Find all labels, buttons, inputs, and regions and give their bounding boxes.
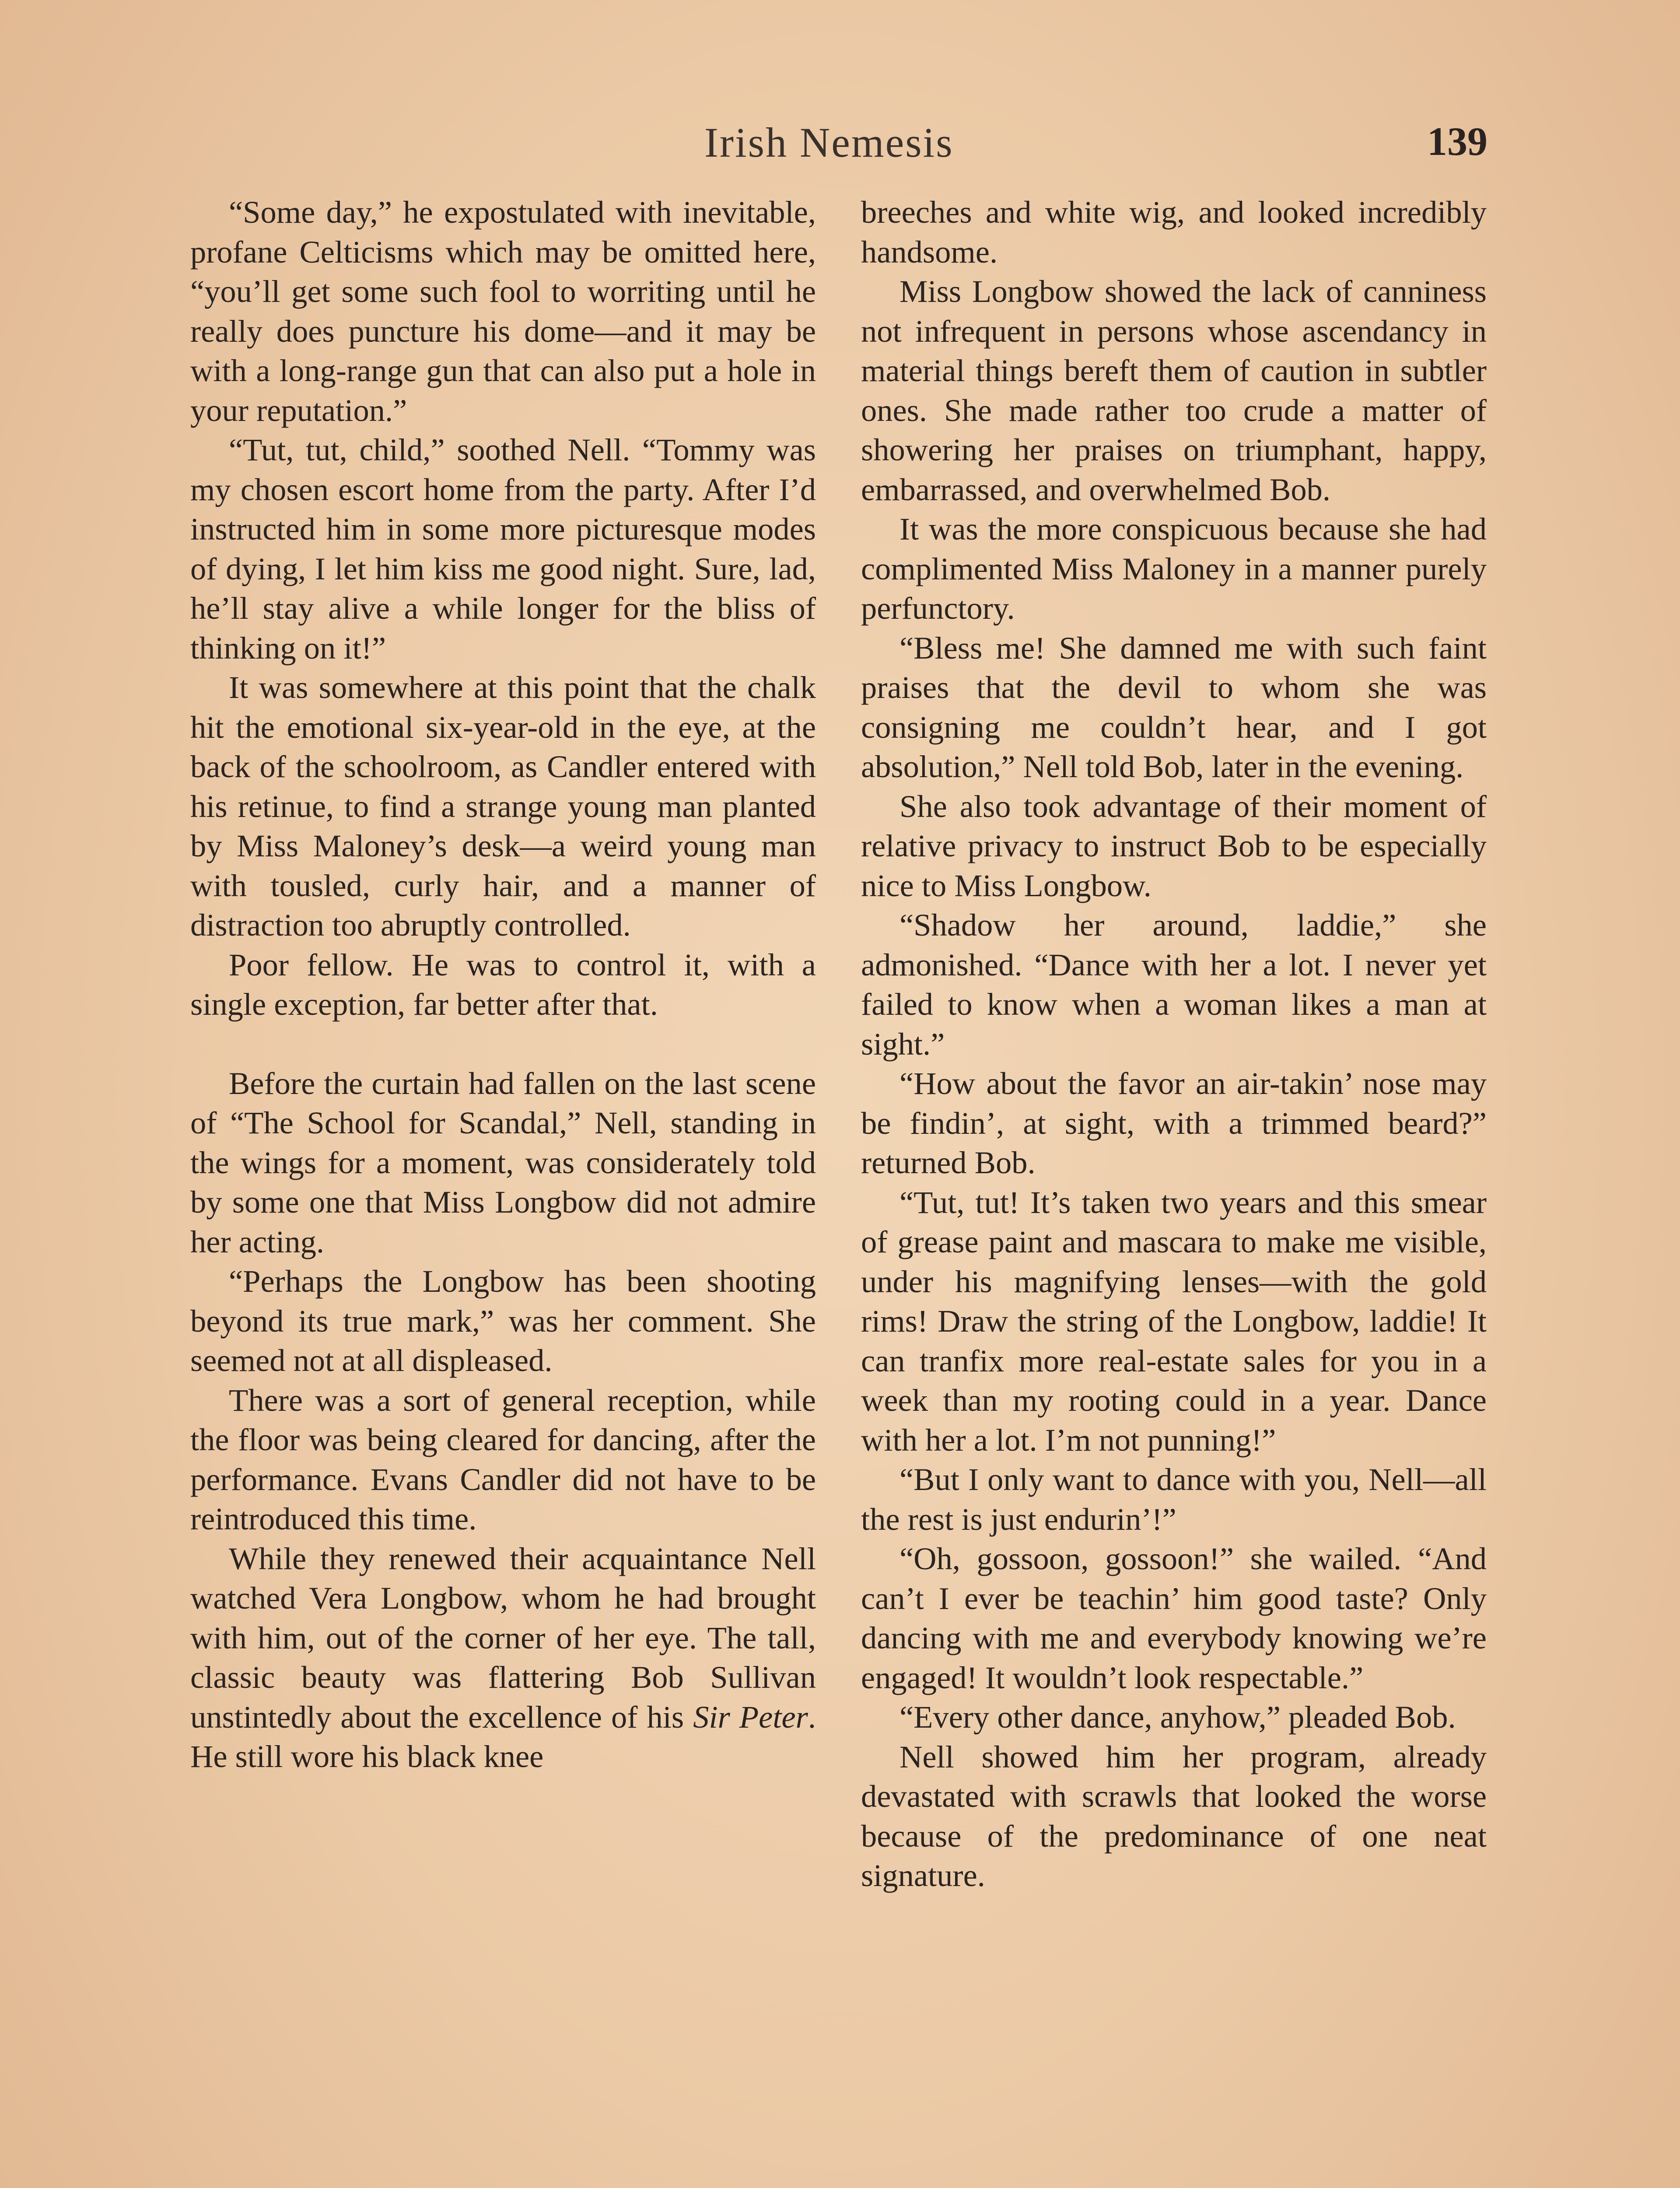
page-header — [188, 118, 1496, 171]
paragraph — [190, 1539, 816, 1777]
paragraph-text: . He still wore his black knee — [190, 1699, 816, 1774]
paragraph: “Shadow her around, laddie,” she admonished. “Dance with her a lot. I never yet failed to know when a woman likes a man at sight.” — [861, 907, 1487, 1062]
right-column — [861, 193, 1487, 1896]
paragraph: “Perhaps the Longbow has been shooting beyond its true mark,” was her comment. She seemed not at all displeased. — [190, 1263, 816, 1378]
running-title: Irish Nemesis — [704, 119, 954, 166]
paragraph-text: While they renewed their acquaintance Nell watched Vera Longbow, whom he had brought with him, out of the corner of her eye. The tall, classic beauty was flattering Bob Sullivan unstintedly about the excellence of his — [190, 1540, 816, 1735]
paragraph: “Bless me! She damned me with such faint praises that the devil to whom she was consigning me couldn’t hear, and I got absolution,” Nell told Bob, later in the evening. — [861, 630, 1487, 784]
paragraph: “Some day,” he expostulated with inevitable, profane Celticisms which may be omitted here, “you’ll get some such fool to worriting until he really does puncture his dome—and it may be with a long-range gun that can also put a hole in your reputation.” — [190, 194, 816, 428]
paragraph: Poor fellow. He was to control it, with a single exception, far better after that. — [190, 947, 816, 1022]
paragraph: She also took advantage of their moment of relative privacy to instruct Bob to be especially nice to Miss Longbow. — [861, 788, 1487, 903]
paragraph: “Oh, gossoon, gossoon!” she wailed. “And can’t I ever be teachin’ him good taste? Only dancing with me and everybody knowing we’re engaged! It wouldn’t look respectable.” — [861, 1541, 1487, 1695]
paragraph: “Tut, tut, child,” soothed Nell. “Tommy was my chosen escort home from the party. After I’d instructed him in some more picturesque modes of dying, I let him kiss me good night. Sure, lad, he’ll stay alive a while longer for the bliss of thinking on it!” — [190, 432, 816, 666]
paragraph: There was a sort of general reception, while the floor was being cleared for dancing, after the performance. Evans Candler did not have to be reintroduced this time. — [190, 1382, 816, 1536]
paragraph: Miss Longbow showed the lack of canniness not infrequent in persons whose ascendancy in material things bereft them of caution in subtler ones. She made rather too crude a matter of showering her praises on triumphant, happy, embarrassed, and overwhelmed Bob. — [861, 274, 1487, 507]
paragraph: Nell showed him her program, already devastated with scrawls that looked the worse because of the predominance of one neat signature. — [861, 1739, 1487, 1893]
paragraph: “But I only want to dance with you, Nell—all the rest is just endurin’!” — [861, 1462, 1487, 1537]
paragraph: “How about the favor an air-takin’ nose may be findin’, at sight, with a trimmed beard?” returned Bob. — [861, 1066, 1487, 1180]
page-number: 139 — [1427, 119, 1488, 164]
continued-paragraph: breeches and white wig, and looked incredibly handsome. — [861, 194, 1487, 270]
paragraph: It was somewhere at this point that the chalk hit the emotional six-year-old in the eye, at the back of the schoolroom, as Candler entered with his retinue, to find a strange young man planted by Miss Maloney’s desk—a weird young man with tousled, curly hair, and a manner of distraction too abruptly controlled. — [190, 670, 816, 943]
left-column — [190, 193, 816, 1777]
paragraph: It was the more conspicuous because she had complimented Miss Maloney in a manner purely perfunctory. — [861, 511, 1487, 626]
italic-role-name: Sir Peter — [693, 1699, 808, 1735]
paragraph: “Every other dance, anyhow,” pleaded Bob. — [900, 1699, 1456, 1735]
section-break-paragraph: Before the curtain had fallen on the last scene of “The School for Scandal,” Nell, standing in the wings for a moment, was considerately told by some one that Miss Longbow did not admire her acting. — [190, 1065, 816, 1259]
paragraph: “Tut, tut! It’s taken two years and this smear of grease paint and mascara to make me visible, under his magnifying lenses—with the gold rims! Draw the string of the Longbow, laddie! It can tranfix more real-estate sales for you in a week than my rooting could in a year. Dance with her a lot. I’m not punning!” — [861, 1184, 1487, 1458]
